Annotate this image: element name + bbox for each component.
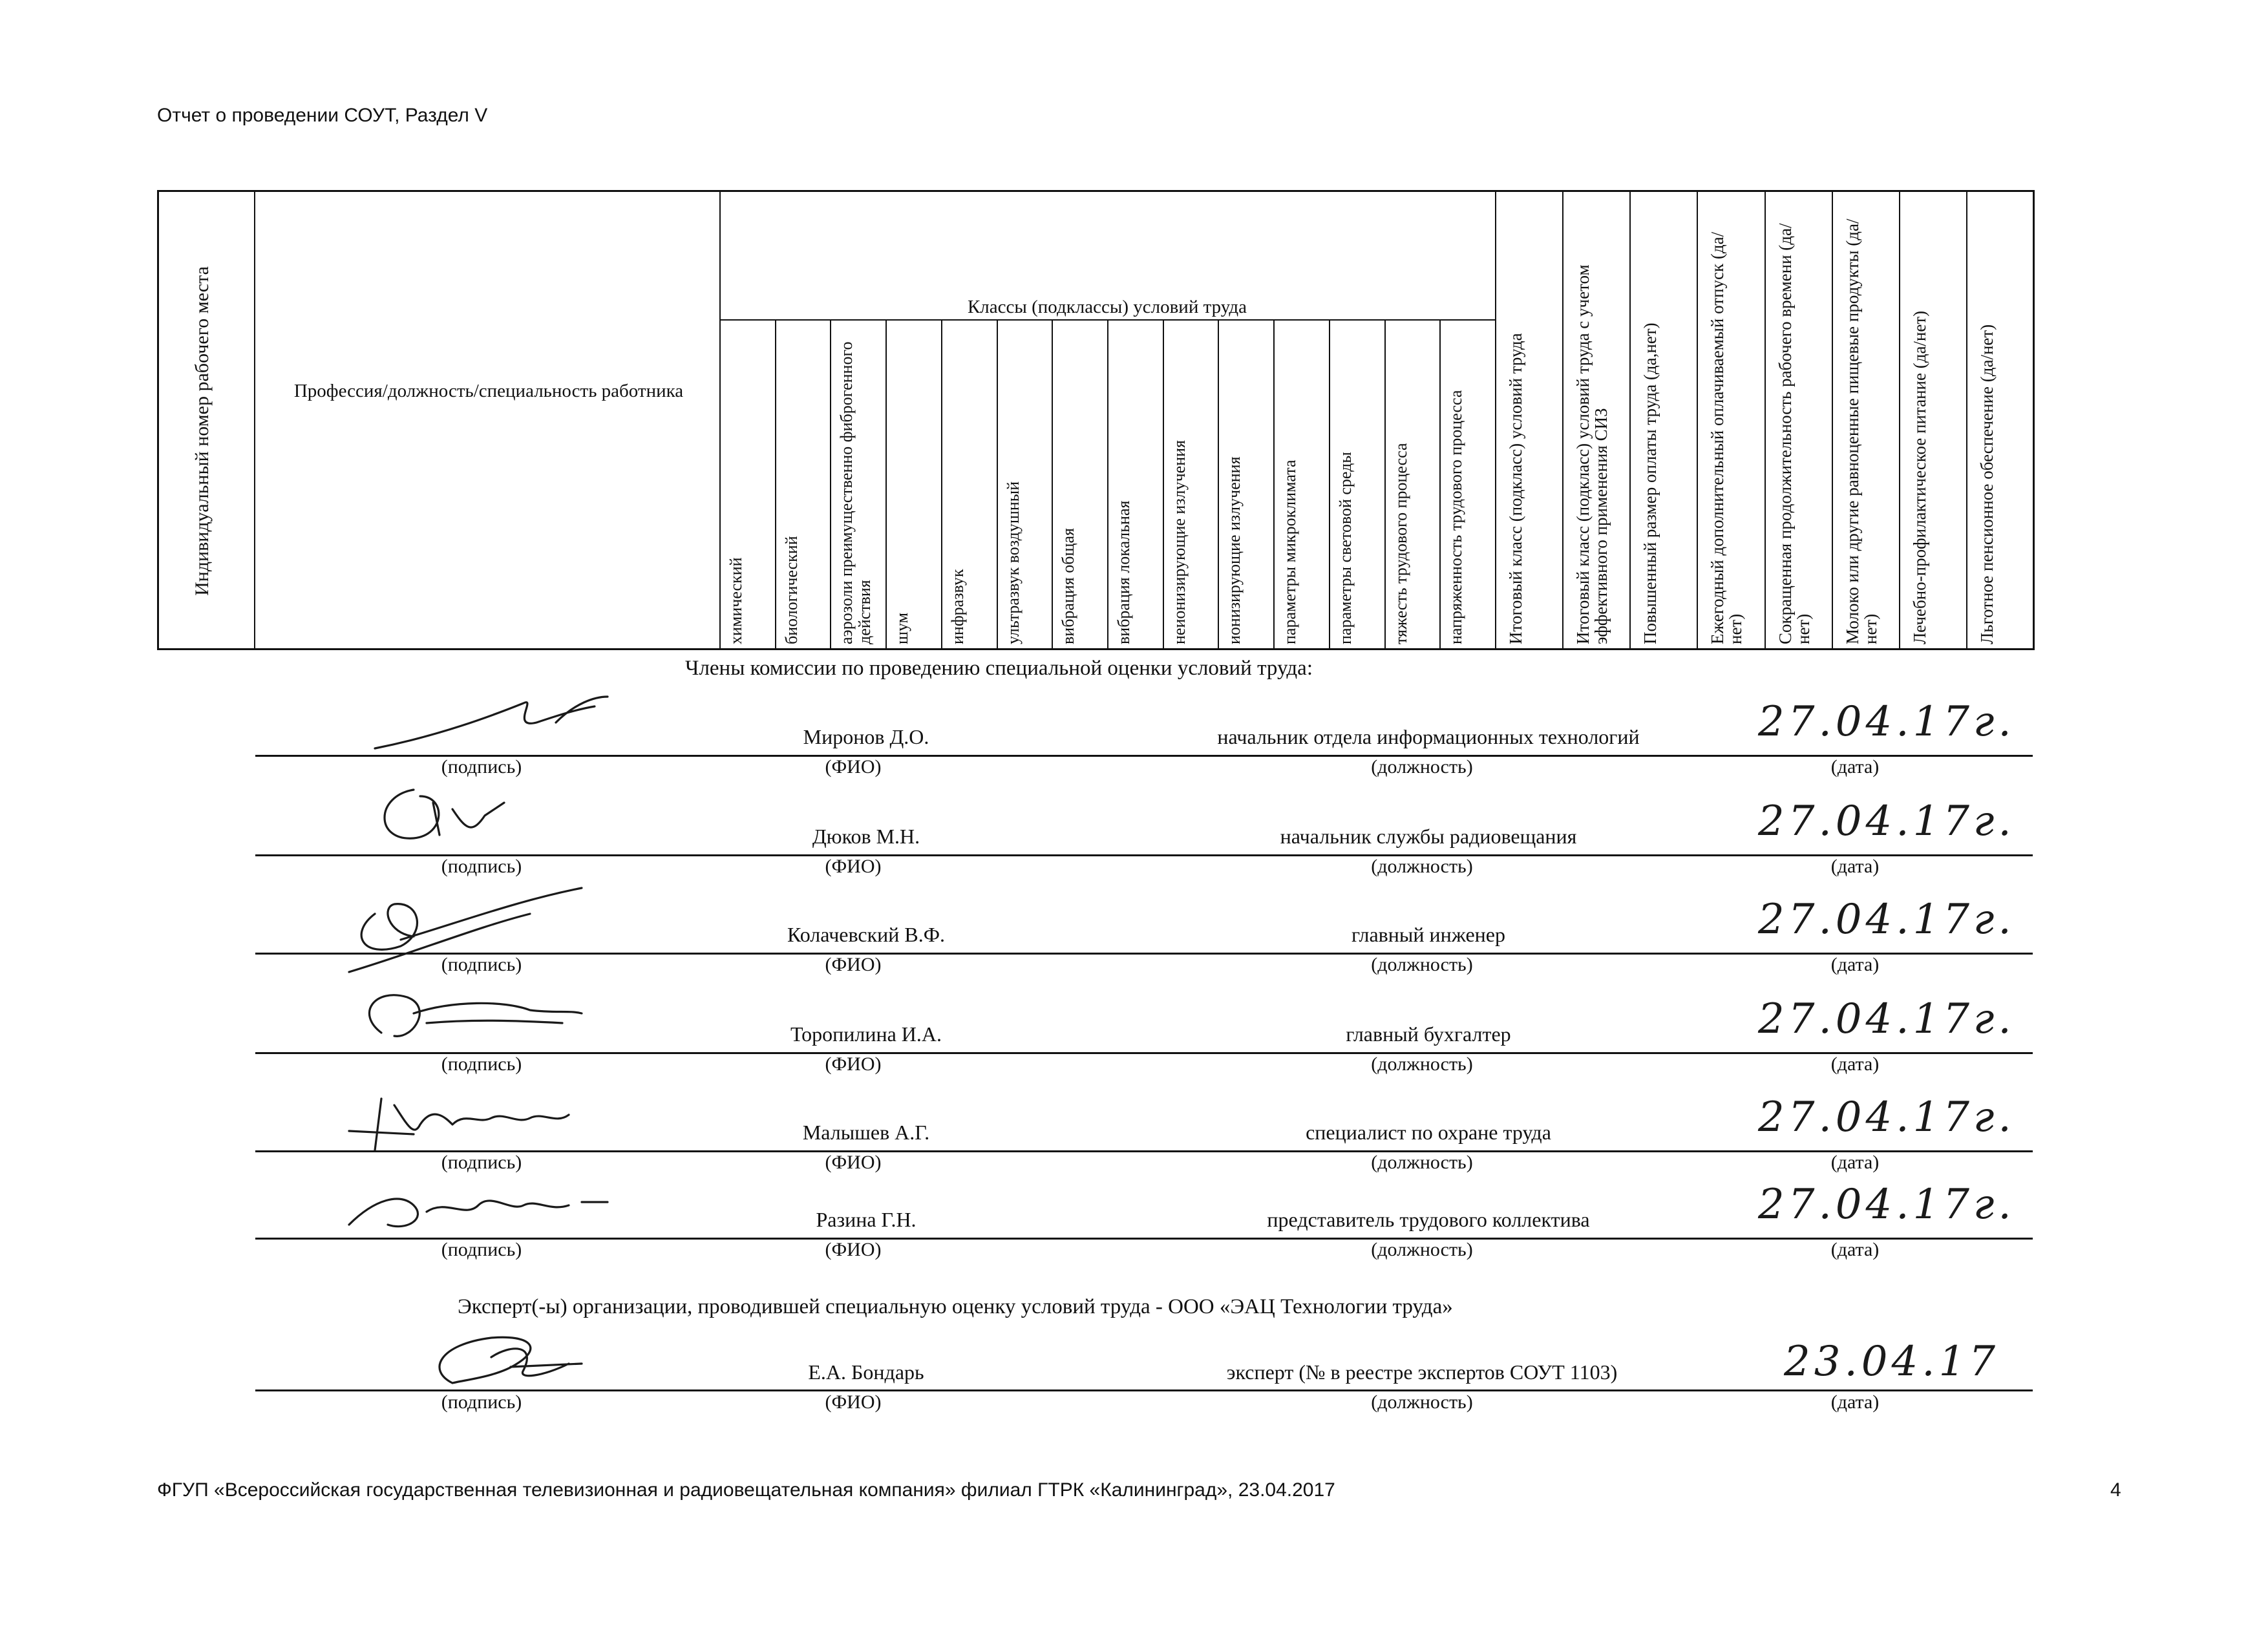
member-name: Торопилина И.А.: [790, 1022, 942, 1046]
factor-header: химический: [726, 557, 745, 644]
factor-header: ионизирующие излучения: [1225, 456, 1244, 644]
factor-header: неионизирующие излучения: [1169, 440, 1189, 644]
name-label: (ФИО): [825, 856, 882, 877]
footer-text: ФГУП «Всероссийская государственная телевизионная и радиовещательная компания» филиал ГТРК «Калининград», 23.04.2017: [157, 1479, 1335, 1501]
classes-group-header: Классы (подклассы) условий труда: [967, 297, 1247, 317]
profession-header: Профессия/должность/специальность работника: [293, 381, 684, 401]
factor-header: шум: [893, 612, 912, 644]
position-label: (должность): [1371, 856, 1473, 877]
member-name: Малышев А.Г.: [802, 1121, 930, 1144]
date-label: (дата): [1830, 954, 1880, 975]
position-label: (должность): [1371, 1053, 1473, 1075]
member-name: Дюков М.Н.: [812, 825, 920, 848]
position-label: (должность): [1371, 1391, 1473, 1413]
factor-header: параметры микроклимата: [1280, 460, 1300, 644]
result-header: Ежегодный дополнительный оплачиваемый отпуск (да/нет): [1708, 231, 1746, 644]
name-label: (ФИО): [825, 756, 882, 777]
member-position: специалист по охране труда: [1306, 1121, 1551, 1144]
handwritten-signature: [336, 777, 633, 887]
workplace-number-header: Индивидуальный номер рабочего места: [191, 266, 213, 596]
handwritten-signature: [336, 975, 633, 1084]
position-label: (должность): [1371, 1239, 1473, 1260]
expert-heading: Эксперт(-ы) организации, проводившей специальную оценку условий труда - ООО «ЭАЦ Технологии труда»: [458, 1295, 1453, 1318]
commission-heading: Члены комиссии по проведению специальной оценки условий труда:: [685, 657, 1313, 680]
page-number: 4: [2110, 1479, 2121, 1501]
date-label: (дата): [1830, 756, 1880, 777]
result-header: Сокращенная продолжительность рабочего времени (да/нет): [1775, 223, 1813, 644]
position-label: (должность): [1371, 756, 1473, 777]
factor-header: параметры световой среды: [1335, 452, 1355, 644]
factor-header: вибрация общая: [1059, 528, 1078, 644]
signature-label: (подпись): [441, 954, 522, 975]
result-col-divider: [1562, 192, 1563, 648]
name-label: (ФИО): [825, 1053, 882, 1075]
result-header: Повышенный размер оплаты труда (да,нет): [1640, 322, 1660, 644]
factor-col-divider: [1218, 319, 1219, 648]
handwritten-signature: [362, 677, 659, 787]
member-date: 27.04.17г.: [1758, 995, 2015, 1043]
factor-col-divider: [997, 319, 998, 648]
date-label: (дата): [1830, 1391, 1880, 1413]
result-header: Льготное пенсионное обеспечение (да/нет): [1977, 324, 1997, 644]
signature-label: (подпись): [441, 1239, 522, 1260]
col-divider: [254, 192, 255, 648]
factor-header: вибрация локальная: [1114, 500, 1133, 644]
result-header: Итоговый класс (подкласс) условий труда с учетом эффективного применения СИЗ: [1573, 264, 1611, 644]
factor-col-divider: [830, 319, 831, 648]
expert-name: Е.А. Бондарь: [808, 1360, 924, 1384]
expert-signature: [414, 1318, 608, 1402]
member-name: Колачевский В.Ф.: [787, 923, 946, 946]
signature-label: (подпись): [441, 1391, 522, 1413]
expert-date: 23.04.17: [1784, 1338, 1999, 1386]
date-label: (дата): [1830, 1239, 1880, 1260]
result-col-divider: [1765, 192, 1766, 648]
result-col-divider: [1697, 192, 1698, 648]
member-position: главный бухгалтер: [1346, 1022, 1511, 1046]
result-header: Итоговый класс (подкласс) условий труда: [1506, 333, 1525, 644]
handwritten-signature: [336, 875, 633, 985]
name-label: (ФИО): [825, 1152, 882, 1173]
factor-col-divider: [1052, 319, 1053, 648]
member-position: главный инженер: [1351, 923, 1505, 946]
factor-header: тяжесть трудового процесса: [1391, 443, 1410, 644]
name-label: (ФИО): [825, 1391, 882, 1413]
factor-col-divider: [941, 319, 942, 648]
factor-col-divider: [1439, 319, 1441, 648]
member-name: Миронов Д.О.: [803, 725, 929, 748]
handwritten-signature: [336, 1160, 633, 1270]
name-label: (ФИО): [825, 1239, 882, 1260]
factor-col-divider: [1273, 319, 1275, 648]
factor-col-divider: [1107, 319, 1108, 648]
signature-label: (подпись): [441, 756, 522, 777]
name-label: (ФИО): [825, 954, 882, 975]
report-title: Отчет о проведении СОУТ, Раздел V: [157, 105, 488, 126]
member-date: 27.04.17г.: [1758, 896, 2015, 944]
result-col-divider: [1966, 192, 1967, 648]
col-divider: [719, 192, 721, 648]
member-date: 27.04.17г.: [1758, 798, 2015, 845]
position-label: (должность): [1371, 954, 1473, 975]
factor-col-divider: [1163, 319, 1164, 648]
factor-header: напряженность трудового процесса: [1447, 390, 1466, 644]
member-date: 27.04.17г.: [1758, 1181, 2015, 1229]
date-label: (дата): [1830, 1152, 1880, 1173]
signature-label: (подпись): [441, 856, 522, 877]
factor-header: аэрозоли преимущественно фиброгенного действия: [837, 341, 874, 644]
member-date: 27.04.17г.: [1758, 1093, 2015, 1141]
member-position: начальник отдела информационных технологий: [1217, 725, 1640, 748]
member-position: начальник службы радиовещания: [1280, 825, 1577, 848]
result-header: Лечебно-профилактическое питание (да/нет): [1909, 310, 1929, 644]
signature-label: (подпись): [441, 1053, 522, 1075]
member-date: 27.04.17г.: [1758, 698, 2015, 746]
date-label: (дата): [1830, 856, 1880, 877]
factor-header: инфразвук: [948, 569, 967, 644]
factor-col-divider: [1384, 319, 1386, 648]
factor-header: биологический: [781, 536, 801, 644]
factor-header: ультразвук воздушный: [1003, 481, 1023, 644]
factor-col-divider: [885, 319, 887, 648]
col-divider: [1495, 192, 1496, 648]
factor-col-divider: [775, 319, 776, 648]
position-label: (должность): [1371, 1152, 1473, 1173]
result-header: Молоко или другие равноценные пищевые продукты (да/нет): [1842, 218, 1880, 644]
result-col-divider: [1629, 192, 1631, 648]
member-name: Разина Г.Н.: [816, 1208, 917, 1231]
member-position: представитель трудового коллектива: [1267, 1208, 1590, 1231]
classes-table: [157, 190, 2035, 650]
result-col-divider: [1899, 192, 1900, 648]
expert-position: эксперт (№ в реестре экспертов СОУТ 1103): [1226, 1360, 1618, 1384]
result-col-divider: [1832, 192, 1833, 648]
factor-col-divider: [1329, 319, 1330, 648]
signature-label: (подпись): [441, 1152, 522, 1173]
date-label: (дата): [1830, 1053, 1880, 1075]
